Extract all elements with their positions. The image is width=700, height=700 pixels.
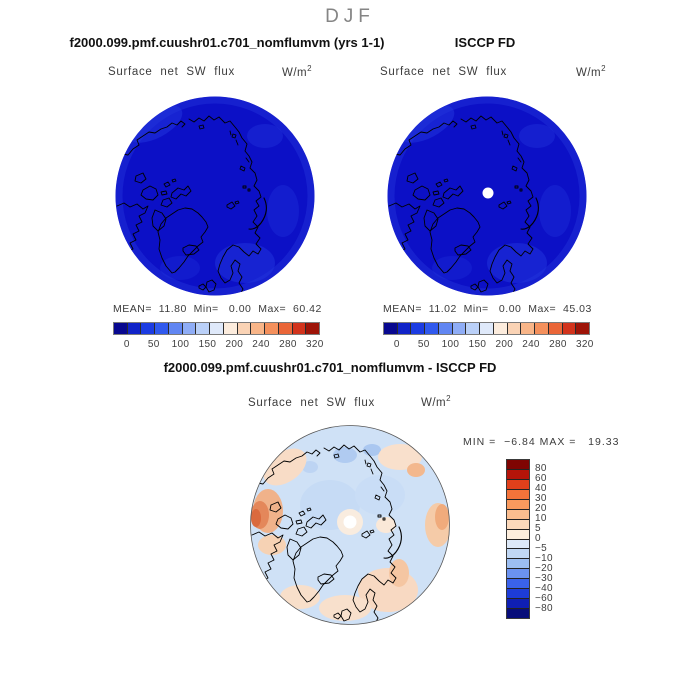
colorbar-tick-label: −5 [535,543,548,554]
colorbar-tick-label: 50 [417,339,430,350]
colorbar-cell [507,470,529,480]
model-stats-line: MEAN= 11.80 Min= 0.00 Max= 60.42 [113,303,322,315]
obs-colorbar-ticks [383,339,594,351]
colorbar-tick-label: 40 [535,483,547,494]
colorbar-cell [563,323,577,334]
colorbar-cell [507,510,529,520]
colorbar-tick-label: 0 [393,339,400,350]
colorbar-cell [114,323,128,334]
colorbar-cell [507,599,529,609]
colorbar-cell [279,323,293,334]
obs-colorbar [383,322,590,335]
colorbar-cell [507,490,529,500]
colorbar-cell [508,323,522,334]
colorbar-cell [196,323,210,334]
units-exponent: 2 [601,64,607,73]
colorbar-tick-label: 150 [468,339,487,350]
model-colorbar-ticks [113,339,324,351]
colorbar-tick-label: 240 [252,339,270,350]
colorbar-cell [507,500,529,510]
colorbar-cell [507,530,529,540]
units-text: W/m [421,396,447,409]
colorbar-tick-label: 60 [535,473,547,484]
diff-colorbar-labels [535,459,569,619]
colorbar-cell [466,323,480,334]
colorbar-cell [398,323,412,334]
colorbar-cell [453,323,467,334]
colorbar-cell [507,569,529,579]
model-colorbar [113,322,320,335]
diff-colorbar [506,459,530,619]
colorbar-tick-label: 320 [306,339,324,350]
colorbar-cell [507,579,529,589]
colorbar-cell [507,589,529,599]
colorbar-cell [155,323,169,334]
colorbar-cell [411,323,425,334]
obs-stats-line: MEAN= 11.02 Min= 0.00 Max= 45.03 [383,303,592,315]
colorbar-tick-label: −30 [535,573,553,584]
colorbar-cell [128,323,142,334]
diff-variable-label: Surface net SW flux [248,397,375,409]
units-exponent: 2 [307,64,313,73]
colorbar-tick-label: 240 [522,339,540,350]
units-text: W/m [282,66,308,79]
colorbar-tick-label: −10 [535,553,553,564]
colorbar-cell [425,323,439,334]
colorbar-cell [576,323,589,334]
colorbar-cell [293,323,307,334]
colorbar-cell [521,323,535,334]
colorbar-cell [169,323,183,334]
units-exponent: 2 [446,394,452,403]
colorbar-tick-label: 280 [279,339,297,350]
colorbar-tick-label: 320 [576,339,594,350]
missing-data-pole-dot [483,188,494,199]
colorbar-tick-label: 80 [535,463,547,474]
colorbar-tick-label: 30 [535,493,547,504]
colorbar-cell [507,520,529,530]
colorbar-cell [480,323,494,334]
colorbar-tick-label: 0 [123,339,130,350]
colorbar-cell [535,323,549,334]
colorbar-cell [306,323,319,334]
obs-dataset-title: ISCCP FD [454,35,516,50]
difference-title: f2000.099.pmf.cuushr01.c701_nomflumvm - ISCCP FD [163,360,497,375]
colorbar-tick-label: 0 [535,533,541,544]
colorbar-cell [549,323,563,334]
obs-polar-map [387,96,587,296]
colorbar-tick-label: 10 [535,513,547,524]
colorbar-tick-label: −20 [535,563,553,574]
colorbar-tick-label: 150 [198,339,217,350]
colorbar-tick-label: 100 [171,339,190,350]
colorbar-tick-label: 5 [535,523,541,534]
diff-units-label [421,394,451,409]
model-polar-map [115,96,315,296]
colorbar-tick-label: 280 [549,339,567,350]
colorbar-tick-label: 200 [225,339,244,350]
model-units-label [282,64,312,79]
obs-variable-label: Surface net SW flux [380,66,507,78]
colorbar-tick-label: 20 [535,503,547,514]
colorbar-tick-label: −40 [535,583,553,594]
colorbar-cell [507,559,529,569]
colorbar-cell [224,323,238,334]
colorbar-tick-label: −60 [535,593,553,604]
colorbar-cell [507,480,529,490]
missing-data-pole-dot [344,516,357,529]
colorbar-cell [251,323,265,334]
colorbar-cell [507,609,529,618]
model-case-title: f2000.099.pmf.cuushr01.c701_nomflumvm (yrs 1-1) [69,35,385,50]
colorbar-tick-label: 100 [441,339,460,350]
colorbar-cell [494,323,508,334]
diff-minmax-line: MIN = −6.84 MAX = 19.33 [463,436,620,448]
colorbar-cell [141,323,155,334]
colorbar-tick-label: 200 [495,339,514,350]
colorbar-cell [439,323,453,334]
colorbar-cell [265,323,279,334]
season-title: DJF [325,6,375,27]
model-variable-label: Surface net SW flux [108,66,235,78]
colorbar-cell [507,540,529,550]
colorbar-cell [507,460,529,470]
colorbar-cell [183,323,197,334]
colorbar-cell [238,323,252,334]
obs-units-label [576,64,606,79]
colorbar-cell [210,323,224,334]
colorbar-tick-label: −80 [535,603,553,614]
colorbar-cell [507,549,529,559]
units-text: W/m [576,66,602,79]
colorbar-cell [384,323,398,334]
difference-polar-map [250,425,450,625]
colorbar-tick-label: 50 [147,339,160,350]
